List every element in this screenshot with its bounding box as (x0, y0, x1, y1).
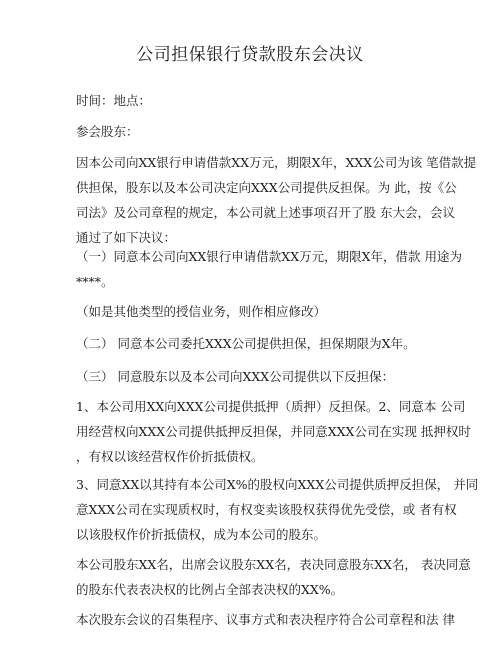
clause-1-2-line: 用经营权向XXX公司提供抵押反担保，并同意XXX公司在实现 抵押权时 (76, 424, 471, 439)
attending-shareholders: 参会股东： (76, 124, 139, 139)
paragraph-line: 通过了如下决议： (76, 230, 177, 245)
compliance-line: 本次股东会议的召集程序、议事方式和表决程序符合公司章程和法 律 (76, 612, 455, 627)
resolution-1-line: （一）同意本公司向XX银行申请借款XX万元，期限X年，借款 用途为 (76, 249, 462, 264)
clause-1-2-line: 1、本公司用XX向XXX公司提供抵押（质押）反担保。2、同意本 公司 (76, 399, 466, 414)
clause-3-line: 3、同意XX以其持有本公司X%的股权向XXX公司提供质押反担保， 并同 (76, 477, 479, 492)
vote-summary-line: 的股东代表表决权的比例占全部表决权的XX%。 (76, 582, 344, 597)
resolution-2-line: （二） 同意本公司委托XXX公司提供担保，担保期限为X年。 (76, 336, 416, 351)
clause-3-line: 意XXX公司在实现质权时，有权变卖该股权获得优先受偿，或 者有权 (76, 502, 457, 517)
clause-1-2-line: ，有权以该经营权作价折抵债权。 (76, 449, 264, 464)
paragraph-line: 司法》及公司章程的规定，本公司就上述事项召开了股 东大会，会议 (76, 205, 455, 220)
vote-summary-line: 本公司股东XX名，出席会议股东XX名，表决同意股东XX名， 表决同意 (76, 557, 471, 572)
note-line: （如是其他类型的授信业务，则作相应修改） (76, 304, 327, 319)
meeting-time-place: 时间：地点： (76, 93, 152, 108)
resolution-3-line: （三） 同意股东以及本公司向XXX公司提供以下反担保： (76, 369, 395, 384)
paragraph-line: 供担保，股东以及本公司决定向XXX公司提供反担保。为 此，按《公 (76, 180, 457, 195)
paragraph-line: 因本公司向XX银行申请借款XX万元，期限X年，XXX公司为该 笔借款提 (76, 155, 477, 170)
document-title: 公司担保银行贷款股东会决议 (136, 45, 364, 65)
resolution-1-line: ****。 (76, 274, 114, 289)
clause-3-line: 以该股权作价折抵债权，成为本公司的股东。 (76, 527, 327, 542)
